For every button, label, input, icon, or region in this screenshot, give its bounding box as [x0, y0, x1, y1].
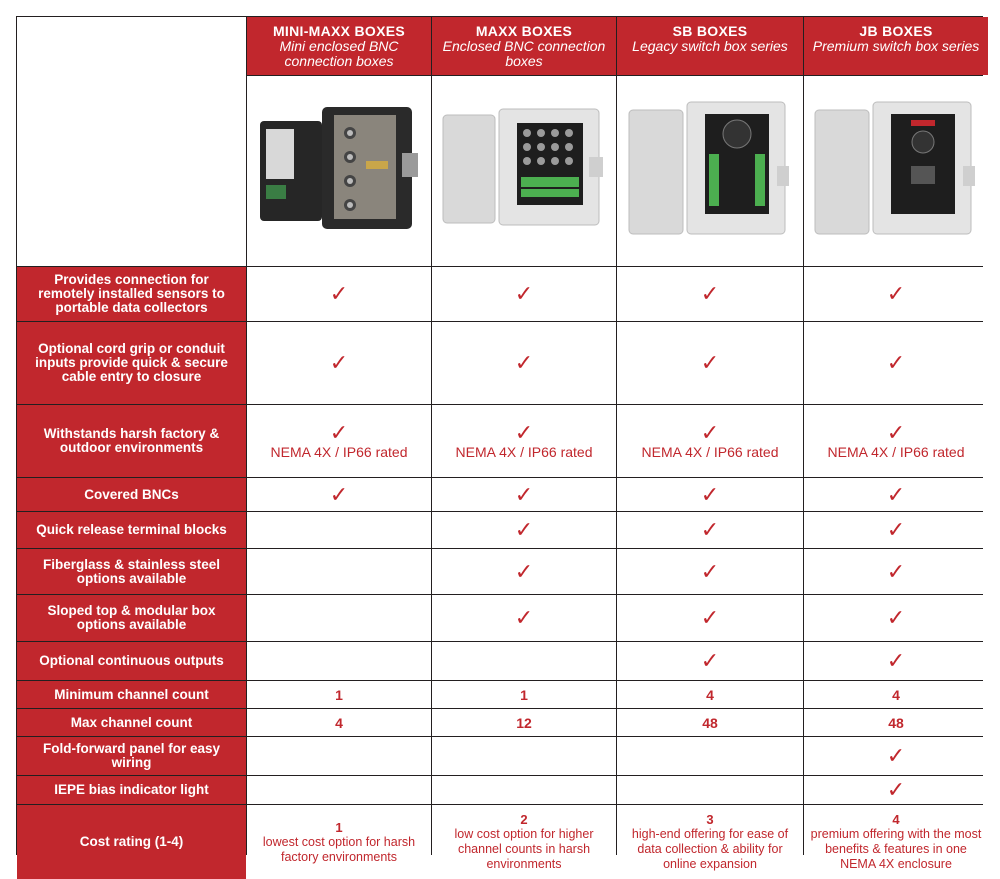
- row-label-quick-release-terminal-blocks: Quick release terminal blocks: [17, 512, 246, 548]
- column-header-jb: [804, 17, 988, 75]
- cell-value: 1: [335, 686, 343, 703]
- cell-value: 1: [520, 686, 528, 703]
- table-cell: [432, 549, 616, 594]
- table-cell: [247, 776, 431, 804]
- cost-rating-description: low cost option for higher channel counts in harsh environments: [454, 827, 594, 871]
- table-cell: [617, 549, 803, 594]
- row-label-cost-rating-1-4: Cost rating (1-4): [17, 805, 246, 879]
- cell-value: 4: [335, 714, 343, 731]
- column-title: MINI-MAXX BOXES: [272, 23, 406, 39]
- table-cell: [617, 478, 803, 511]
- check-icon: ✓: [886, 281, 906, 306]
- table-cell: [432, 478, 616, 511]
- jb-box-illustration: [811, 96, 981, 246]
- table-cell: [804, 478, 988, 511]
- check-icon: ✓: [886, 605, 906, 630]
- table-cell: [804, 642, 988, 680]
- row-label-fiberglass-stainless-steel-options-avail: Fiberglass & stainless steel options available: [17, 549, 246, 594]
- check-icon: ✓: [329, 481, 349, 507]
- product-image-jb: [804, 76, 988, 266]
- table-cell: [617, 595, 803, 641]
- row-label-covered-bncs: Covered BNCs: [17, 478, 246, 511]
- column-header-maxx: [432, 17, 616, 75]
- column-title: JB BOXES: [859, 23, 933, 39]
- table-cell: [804, 512, 988, 548]
- cost-rating-value: 2: [520, 812, 528, 827]
- table-cell: [247, 405, 431, 477]
- table-cell: [247, 267, 431, 321]
- comparison-table: [16, 16, 983, 871]
- table-cell: [432, 709, 616, 736]
- table-cell: [617, 405, 803, 477]
- column-subtitle: Mini enclosed BNC connection boxes: [279, 38, 399, 69]
- column-subtitle: Premium switch box series: [812, 38, 980, 54]
- row-label-optional-continuous-outputs: Optional continuous outputs: [17, 642, 246, 680]
- table-cell: [804, 267, 988, 321]
- row-label-provides-connection-for-remotely-install: Provides connection for remotely installed sensors to portable data collectors: [17, 267, 246, 321]
- cell-value: 4: [706, 686, 714, 703]
- check-icon: ✓: [886, 517, 906, 542]
- table-cell: [432, 405, 616, 477]
- table-cell: [247, 478, 431, 511]
- check-icon: ✓: [886, 648, 906, 673]
- row-label-iepe-bias-indicator-light: IEPE bias indicator light: [17, 776, 246, 804]
- row-label-withstands-harsh-factory-outdoor-environ: Withstands harsh factory & outdoor environments: [17, 405, 246, 477]
- product-image-mini-maxx: [247, 76, 431, 266]
- cell-value: 48: [888, 714, 904, 731]
- cost-rating-value: 4: [892, 812, 900, 827]
- check-icon: ✓: [700, 605, 720, 630]
- table-cell: [804, 595, 988, 641]
- check-icon: ✓: [329, 281, 349, 306]
- check-icon: ✓: [329, 419, 349, 445]
- table-cell: [247, 642, 431, 680]
- column-header-sb: [617, 17, 803, 75]
- row-label-max-channel-count: Max channel count: [17, 709, 246, 736]
- cell-value: 12: [516, 714, 532, 731]
- check-icon: ✓: [514, 481, 534, 507]
- check-icon: ✓: [514, 605, 534, 630]
- check-icon: ✓: [700, 558, 720, 584]
- check-icon: ✓: [514, 281, 534, 306]
- row-label-minimum-channel-count: Minimum channel count: [17, 681, 246, 708]
- check-icon: ✓: [700, 517, 720, 542]
- table-cell: [804, 405, 988, 477]
- table-cell: [247, 737, 431, 775]
- table-cell: [432, 322, 616, 404]
- table-cell: [804, 709, 988, 736]
- corner-blank: [17, 17, 246, 266]
- cell-note: NEMA 4X / IP66 rated: [827, 443, 965, 460]
- check-icon: ✓: [700, 419, 720, 445]
- table-cell: [247, 709, 431, 736]
- table-cell: [247, 595, 431, 641]
- check-icon: ✓: [514, 350, 534, 375]
- column-subtitle: Enclosed BNC connection boxes: [442, 38, 606, 69]
- check-icon: ✓: [514, 558, 534, 584]
- cost-rating-description: high-end offering for ease of data collection & ability for online expansion: [631, 827, 789, 871]
- check-icon: ✓: [886, 350, 906, 375]
- cost-rating-description: premium offering with the most benefits & features in one NEMA 4X enclosure: [810, 827, 982, 871]
- product-image-maxx: [432, 76, 616, 266]
- table-cell: [804, 776, 988, 804]
- table-cell: [247, 549, 431, 594]
- check-icon: ✓: [700, 648, 720, 673]
- check-icon: ✓: [514, 517, 534, 542]
- cell-note: NEMA 4X / IP66 rated: [455, 443, 593, 460]
- check-icon: ✓: [514, 419, 534, 445]
- check-icon: ✓: [700, 481, 720, 507]
- table-cell: [617, 322, 803, 404]
- table-cell: [247, 805, 431, 879]
- cell-value: 48: [702, 714, 718, 731]
- table-cell: [432, 267, 616, 321]
- cost-rating-description: lowest cost option for harsh factory environments: [262, 834, 416, 864]
- table-cell: [617, 805, 803, 879]
- check-icon: ✓: [886, 777, 906, 802]
- mini-maxx-box-illustration: [254, 101, 424, 241]
- table-cell: [617, 776, 803, 804]
- column-title: SB BOXES: [672, 23, 748, 39]
- table-cell: [247, 322, 431, 404]
- cell-note: NEMA 4X / IP66 rated: [641, 443, 779, 460]
- check-icon: ✓: [886, 419, 906, 445]
- table-cell: [617, 737, 803, 775]
- product-image-sb: [617, 76, 803, 266]
- column-title: MAXX BOXES: [475, 23, 573, 39]
- table-cell: [432, 681, 616, 708]
- table-cell: [432, 737, 616, 775]
- check-icon: ✓: [886, 558, 906, 584]
- table-cell: [432, 512, 616, 548]
- check-icon: ✓: [329, 350, 349, 375]
- column-subtitle: Legacy switch box series: [632, 38, 788, 54]
- check-icon: ✓: [886, 481, 906, 507]
- table-cell: [617, 642, 803, 680]
- check-icon: ✓: [700, 281, 720, 306]
- table-cell: [804, 322, 988, 404]
- table-cell: [804, 737, 988, 775]
- table-cell: [617, 709, 803, 736]
- cell-value: 4: [892, 686, 900, 703]
- table-cell: [247, 681, 431, 708]
- table-cell: [804, 805, 988, 879]
- check-icon: ✓: [700, 350, 720, 375]
- check-icon: ✓: [886, 743, 906, 768]
- row-label-sloped-top-modular-box-options-available: Sloped top & modular box options available: [17, 595, 246, 641]
- row-label-optional-cord-grip-or-conduit-inputs-pro: Optional cord grip or conduit inputs provide quick & secure cable entry to closure: [17, 322, 246, 404]
- table-cell: [617, 267, 803, 321]
- cell-note: NEMA 4X / IP66 rated: [270, 443, 408, 460]
- table-cell: [432, 642, 616, 680]
- cost-rating-value: 3: [706, 812, 714, 827]
- table-cell: [804, 681, 988, 708]
- table-cell: [247, 512, 431, 548]
- sb-box-illustration: [625, 96, 795, 246]
- table-cell: [804, 549, 988, 594]
- table-cell: [617, 512, 803, 548]
- cost-rating-value: 1: [335, 819, 343, 835]
- column-header-mini-maxx: [247, 17, 431, 75]
- row-label-fold-forward-panel-for-easy-wiring: Fold-forward panel for easy wiring: [17, 737, 246, 775]
- table-cell: [617, 681, 803, 708]
- table-cell: [432, 805, 616, 879]
- table-cell: [432, 595, 616, 641]
- table-cell: [432, 776, 616, 804]
- maxx-box-illustration: [439, 101, 609, 241]
